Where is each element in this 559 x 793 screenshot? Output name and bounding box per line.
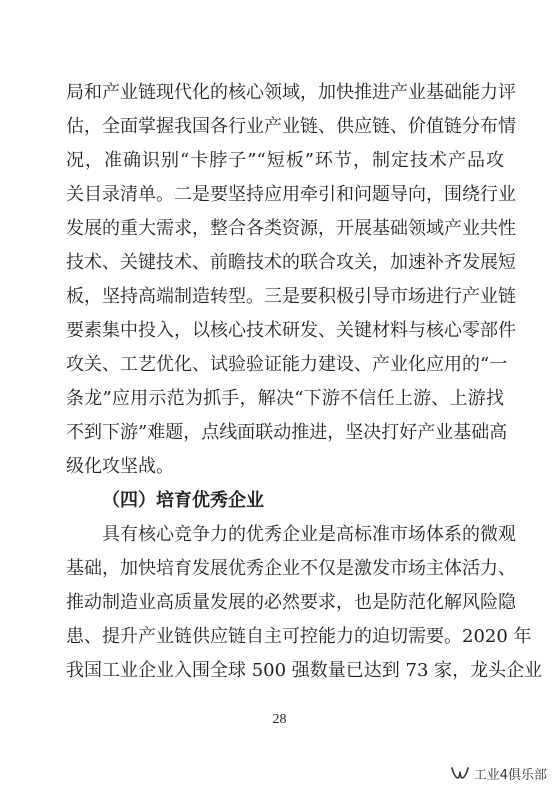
watermark [450,762,547,784]
text-line: 板，坚持高端制造转型。三是要积极引导市场进行产业链 [66,286,516,307]
page-number: 28 [272,712,287,727]
text-line: 况，准确识别“卡脖子”“短板”环节，制定技术产品攻 [66,150,504,171]
text-line: 估，全面掌握我国各行业产业链、供应链、价值链分布情 [66,116,516,137]
section-heading: （四）培育优秀企业 [102,490,264,511]
wechat-channel-icon [450,765,470,781]
text-line: 具有核心竞争力的优秀企业是高标准市场体系的微观 [102,524,516,545]
text-line: 条龙”应用示范为抓手，解决“下游不信任上游、上游找 [66,388,504,409]
text-line: 基础，加快培育发展优秀企业不仅是激发市场主体活力、 [66,558,516,579]
text-line: 发展的重大需求，整合各类资源，开展基础领域产业共性 [66,218,516,239]
text-line: 要素集中投入，以核心技术研发、关键材料与核心零部件 [66,320,516,341]
text-line: 局和产业链现代化的核心领域，加快推进产业基础能力评 [66,82,516,103]
text-line: 患、提升产业链供应链自主可控能力的迫切需要。2020 年 [66,626,532,647]
text-line: 我国工业企业入围全球 500 强数量已达到 73 家，龙头企业 [66,660,543,681]
text-line: 推动制造业高质量发展的必然要求，也是防范化解风险隐 [66,592,516,613]
text-line: 级化攻坚战。 [66,456,174,477]
text-line: 关目录清单。二是要坚持应用牵引和问题导向，围绕行业 [66,184,516,205]
watermark-text: 工业4俱乐部 [473,767,547,783]
text-line: 攻关、工艺优化、试验验证能力建设、产业化应用的“一 [66,354,508,375]
text-line: 技术、关键技术、前瞻技术的联合攻关，加速补齐发展短 [66,252,516,273]
body-text [66,76,543,688]
text-line: 不到下游”难题，点线面联动推进，坚决打好产业基础高 [66,422,508,443]
